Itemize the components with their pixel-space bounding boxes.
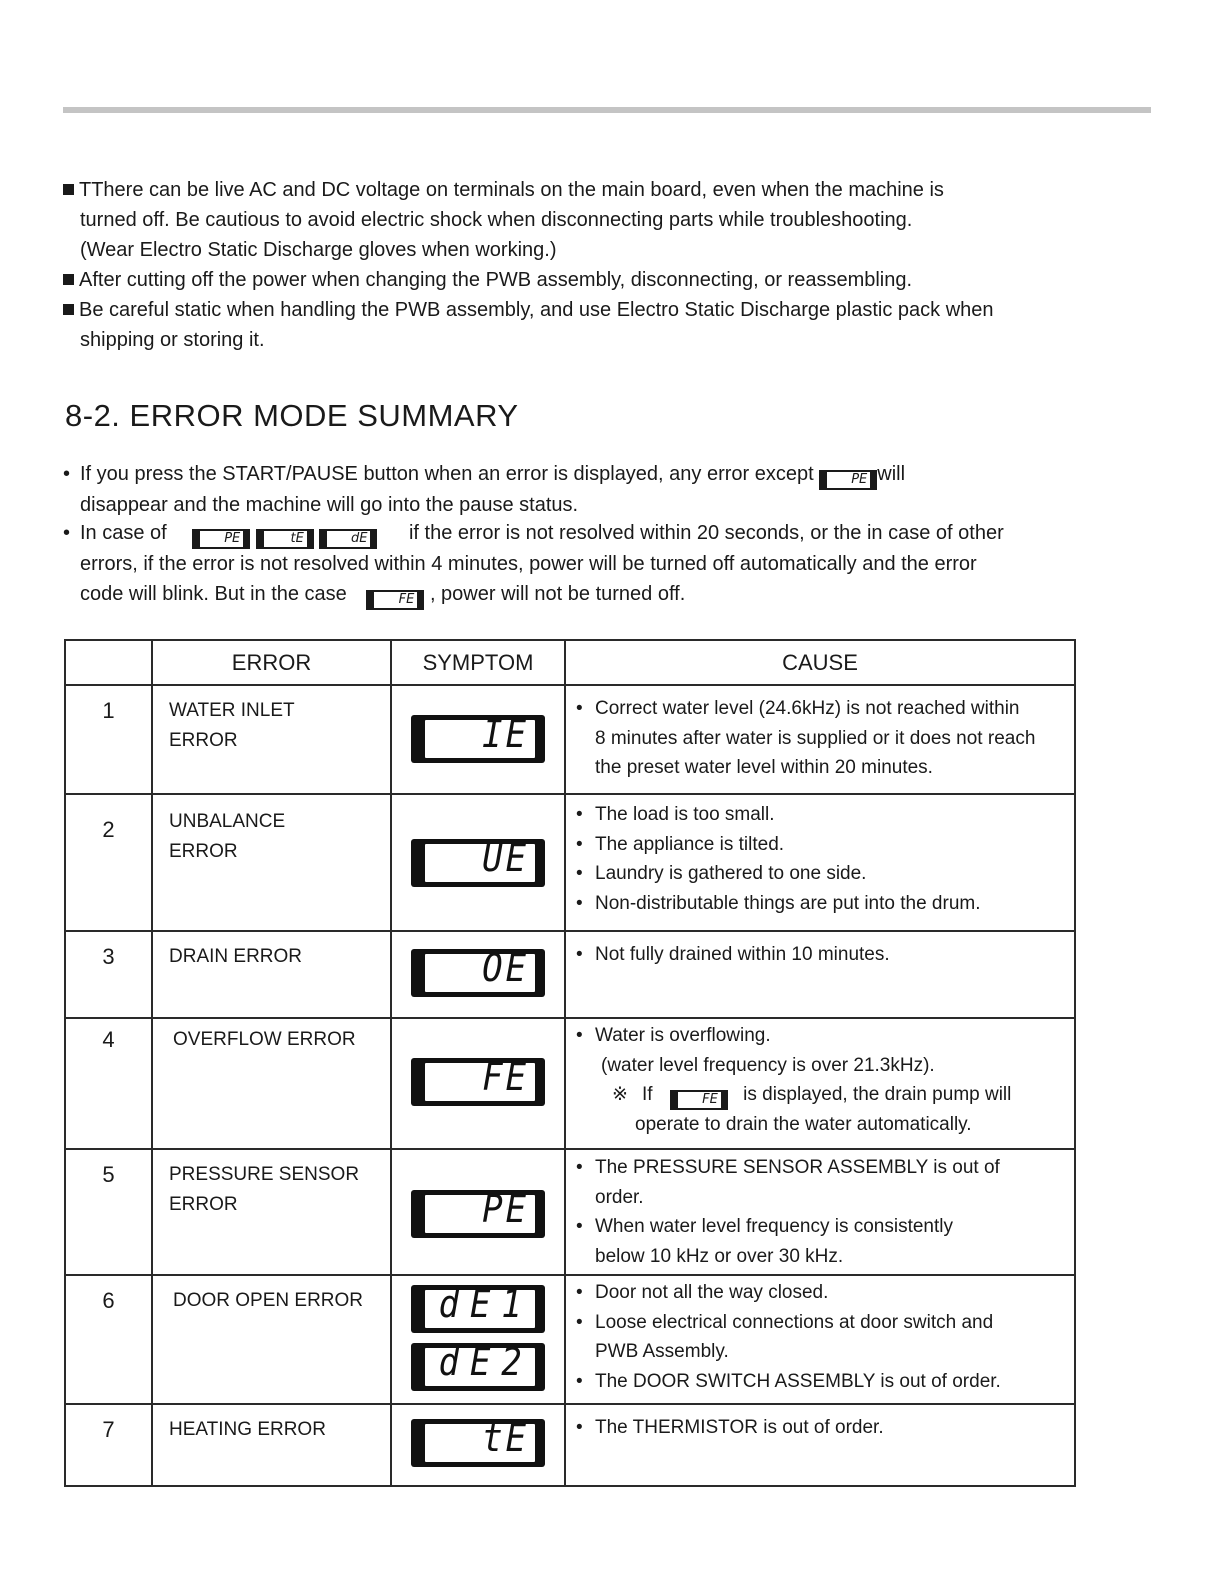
note-text: turned off. Be cautious to avoid electric shock when disconnecting parts while troubleshooting. [80,209,913,231]
cause-cell: • Not fully drained within 10 minutes. [565,931,1075,1018]
bullet-text: code will blink. But in the case [80,583,347,605]
lcd-code: OE [482,946,529,990]
cause-text: the preset water level within 20 minutes. [595,757,933,778]
error-name-line: ERROR [169,1194,238,1215]
symptom-cell [391,1404,565,1486]
cause-text: The THERMISTOR is out of order. [595,1417,884,1438]
symptom-cell [391,794,565,931]
cause-cell: • The THERMISTOR is out of order. [565,1404,1075,1486]
lcd-display [411,946,545,997]
symptom-cell [391,1275,565,1404]
bullet-text: errors, if the error is not resolved within 4 minutes, power will be turned off automatically and the error [80,553,977,575]
note-text: shipping or storing it. [80,329,265,351]
row-number: 5 [65,1149,152,1275]
error-name [152,1404,391,1486]
error-name-line: ERROR [169,841,238,862]
error-code-chip: tE [256,529,314,549]
error-code-chip: FE [366,590,424,610]
bullet-auto-off: • In case of PE tE dE if the error is not resolved within 20 seconds, or the in case of other errors, if the error is not resolved within 4 minutes, power will be turned off automatically and the error code will blink. But in the case FE , power will not be turned off. [63,518,1183,610]
square-bullet-icon [63,274,74,285]
error-code-chip: dE [319,529,377,549]
cause-cell: • The PRESSURE SENSOR ASSEMBLY is out of order. • When water level frequency is consistently below 10 kHz or over 30 kHz. [565,1149,1075,1275]
cause-text: order. [595,1186,644,1208]
note-text: TThere can be live AC and DC voltage on terminals on the main board, even when the machine is [79,179,944,201]
bullet-start-pause: • If you press the START/PAUSE button when an error is displayed, any error except PE will disappear and the machine will go into the pause status. [63,459,1183,520]
table-row [65,1404,1075,1486]
error-name-line: OVERFLOW ERROR [173,1029,356,1050]
header-cause: CAUSE [565,640,1075,685]
safety-note-1 [63,175,1173,265]
lcd-display [411,1340,545,1391]
header-rule [63,107,1151,113]
lcd-code: PE [482,1187,529,1231]
lcd-display [411,1416,545,1467]
lcd-display [411,1187,545,1238]
cause-text: (water level frequency is over 21.3kHz). [601,1054,935,1076]
header-num [65,640,152,685]
table-header-row [65,640,1075,685]
error-name [152,794,391,931]
error-name [152,1149,391,1275]
lcd-code: dE1 [438,1282,533,1326]
bullet-text: If you press the START/PAUSE button when an error is displayed, any error except [80,463,814,485]
error-code-chip: PE [192,529,250,549]
note-text: (Wear Electro Static Discharge gloves when working.) [80,239,557,261]
error-name [152,1018,391,1149]
table-row [65,685,1075,794]
bullet-text: , power will not be turned off. [429,583,686,605]
error-name-line: PRESSURE SENSOR [169,1164,360,1185]
cause-text: Not fully drained within 10 minutes. [595,944,890,965]
cause-cell: • Water is overflowing. (water level frequency is over 21.3kHz). ※ If FE is displayed, the drain pump will operate to drain the water automatically. [565,1018,1075,1149]
error-code-chip: PE [819,470,877,490]
cause-text: Laundry is gathered to one side. [595,863,867,884]
symptom-cell [391,685,565,794]
error-name-line: ERROR [169,730,238,751]
safety-note-3 [63,295,1173,355]
header-symptom: SYMPTOM [391,640,565,685]
cause-text: 8 minutes after water is supplied or it does not reach [595,727,1036,749]
lcd-display [411,712,545,763]
error-name [152,931,391,1018]
lcd-display [411,836,545,887]
note-text: Be careful static when handling the PWB assembly, and use Electro Static Discharge plastic pack when [79,299,994,321]
error-name-line: UNBALANCE [169,811,286,832]
error-name-line: HEATING ERROR [169,1419,326,1440]
cause-text: The appliance is tilted. [595,833,785,855]
cause-text: operate to drain the water automatically. [635,1114,972,1135]
section-title: 8-2. ERROR MODE SUMMARY [65,398,519,433]
cause-cell: • The load is too small. • The appliance is tilted. • Laundry is gathered to one side. • Non-distributable things are put into the drum. [565,794,1075,931]
row-number: 6 [65,1275,152,1404]
table-row [65,931,1075,1018]
table-row [65,1149,1075,1275]
safety-note-2 [63,265,1173,295]
cause-text: The PRESSURE SENSOR ASSEMBLY is out of [595,1157,1000,1178]
bullet-text: disappear and the machine will go into the pause status. [80,494,579,516]
row-number: 3 [65,931,152,1018]
table-row [65,1275,1075,1404]
square-bullet-icon [63,184,74,195]
cause-text: Loose electrical connections at door switch and [595,1311,994,1333]
note-text: After cutting off the power when changing the PWB assembly, disconnecting, or reassembling. [79,269,913,291]
symptom-cell [391,931,565,1018]
bullet-text: will [877,463,906,485]
symptom-cell [391,1018,565,1149]
cause-text: The load is too small. [595,804,775,825]
bullet-text: if the error is not resolved within 20 seconds, or the in case of other [408,522,1004,544]
cause-text: is displayed, the drain pump will [743,1084,1012,1105]
cause-text: Correct water level (24.6kHz) is not reached within [595,698,1020,719]
lcd-code: IE [482,712,529,756]
reference-mark-icon: ※ [612,1084,628,1105]
error-code-chip: FE [670,1090,728,1110]
symptom-cell [391,1149,565,1275]
lcd-code: dE2 [438,1340,533,1384]
lcd-code: UE [482,836,529,880]
lcd-display [411,1282,545,1333]
row-number: 4 [65,1018,152,1149]
cause-text: Non-distributable things are put into the drum. [595,892,981,914]
cause-text: PWB Assembly. [595,1341,729,1362]
cause-text: The DOOR SWITCH ASSEMBLY is out of order. [595,1370,1001,1392]
error-name-line: WATER INLET [169,700,295,721]
error-name [152,685,391,794]
error-name-line: DRAIN ERROR [169,946,303,967]
cause-cell: • Door not all the way closed. • Loose electrical connections at door switch and PWB Assembly. • The DOOR SWITCH ASSEMBLY is out of order. [565,1275,1075,1404]
lcd-display [411,1055,545,1106]
cause-text: Door not all the way closed. [595,1282,829,1303]
table-row [65,1018,1075,1149]
table-row [65,794,1075,931]
row-number: 1 [65,685,152,794]
lcd-code: tE [482,1416,529,1460]
square-bullet-icon [63,304,74,315]
header-error: ERROR [152,640,391,685]
cause-text: Water is overflowing. [595,1025,771,1046]
error-mode-table [64,639,1076,1487]
cause-text: below 10 kHz or over 30 kHz. [595,1245,844,1267]
lcd-code: FE [482,1055,529,1099]
error-name-line: DOOR OPEN ERROR [173,1290,364,1311]
bullet-text: In case of [80,522,167,544]
error-name [152,1275,391,1404]
cause-cell: • Correct water level (24.6kHz) is not reached within 8 minutes after water is supplied or it does not reach the preset water level within 20 minutes. [565,685,1075,794]
cause-text: When water level frequency is consistently [595,1216,953,1237]
row-number: 2 [65,794,152,931]
row-number: 7 [65,1404,152,1486]
cause-text: If [642,1084,653,1105]
